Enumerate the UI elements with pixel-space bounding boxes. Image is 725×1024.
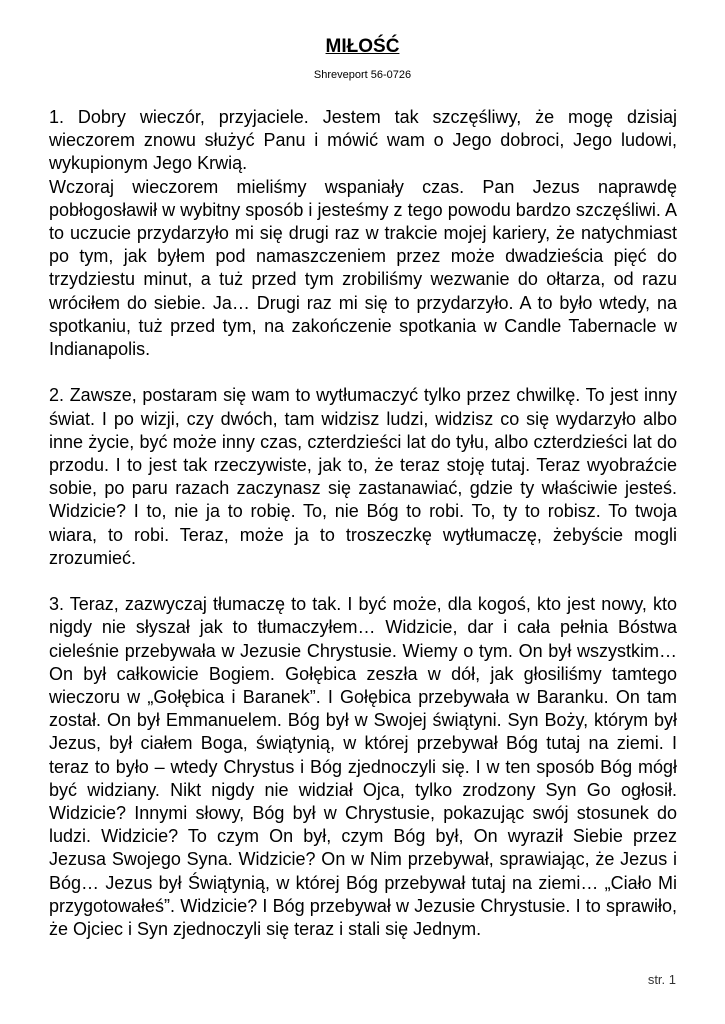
paragraph-1: 1. Dobry wieczór, przyjaciele. Jestem tak szczęśliwy, że mogę dzisiaj wieczorem znowu służyć Panu i mówić wam o Jego dobroci, Jego ludowi, wykupionym Jego Krwią. bbox=[49, 107, 677, 174]
page-number: str. 1 bbox=[647, 972, 676, 987]
paragraph-3: 3. Teraz, zazwyczaj tłumaczę to tak. I być może, dla kogoś, kto jest nowy, kto nigdy nie słyszał jak to tłumaczyłem… Widzicie, dar i cała pełnia Bóstwa cieleśnie przebywała w Jezusie Chrystusie. Wiemy o tym. On był wszystkim… On był całkowicie Bogiem. Gołębica zeszła w dół, jak głosiliśmy tamtego wieczoru w „Gołębica i Baranek”. I Gołębica przebywała w Baranku. On tam został. On był Emmanuelem. Bóg był w Swojej świątyni. Syn Boży, którym był Jezus, był ciałem Boga, świątynią, w której przebywał Bóg tutaj na ziemi. I teraz to było – wtedy Chrystus i Bóg zjednoczyli się. I w ten sposób Bóg mógł być widziany. Nikt nigdy nie widział Ojca, tylko zrodzony Syn Go ogłosił. Widzicie? Innymi słowy, Bóg był w Chrystusie, pokazując swój stosunek do ludzi. Widzicie? To czym On był, czym Bóg był, On wyraził Siebie przez Jezusa Swojego Syna. Widzicie? On w Nim przebywał, sprawiając, że Jezus i Bóg… Jezus był Świątynią, w której Bóg przebywał tutaj na ziemi… „Ciało Mi przygotowałeś”. Widzicie? I Bóg przebywał w Jezusie Chrystusie. I to sprawiło, że Ojciec i Syn zjednoczyli się teraz i stali się Jednym. bbox=[49, 594, 677, 940]
document-subtitle: Shreveport 56-0726 bbox=[313, 69, 412, 81]
paragraph-1-continued: Wczoraj wieczorem mieliśmy wspaniały czas. Pan Jezus naprawdę pobłogosławił w wybitny sposób i jesteśmy z tego powodu bardzo szczęśliwi. A to uczucie przydarzyło mi się drugi raz w trakcie mojej kariery, że natychmiast po tym, jak byłem pod namaszczeniem przez może dwadzieścia pięć do trzydziestu minut, a tuż przed tym zrobiliśmy wezwanie do ołtarza, od razu wróciłem do siebie. Ja… Drugi raz mi się to przydarzyło. A to było wtedy, na spotkaniu, tuż przed tym, na zakończenie spotkania w Candle Tabernacle w Indianapolis. bbox=[49, 176, 677, 360]
paragraph-2: 2. Zawsze, postaram się wam to wytłumaczyć tylko przez chwilkę. To jest inny świat. I po wizji, czy dwóch, tam widzisz ludzi, widzisz co się wydarzyło albo inne życie, być może inny czas, czterdzieści lat do tyłu, albo czterdzieści lat do przodu. I to jest tak rzeczywiste, jak to, że teraz stoję tutaj. Teraz wyobraźcie sobie, po paru razach zaczynasz się zastanawiać, gdzie ty właściwie jesteś. Widzicie? I to, nie ja to robię. To, nie Bóg to robi. To, ty to robisz. To twoja wiara, to robi. Teraz, może ja to troszeczkę wytłumaczę, żebyście mogli zrozumieć. bbox=[49, 385, 677, 568]
document-body bbox=[49, 106, 677, 941]
document-title: MIŁOŚĆ bbox=[325, 36, 400, 57]
